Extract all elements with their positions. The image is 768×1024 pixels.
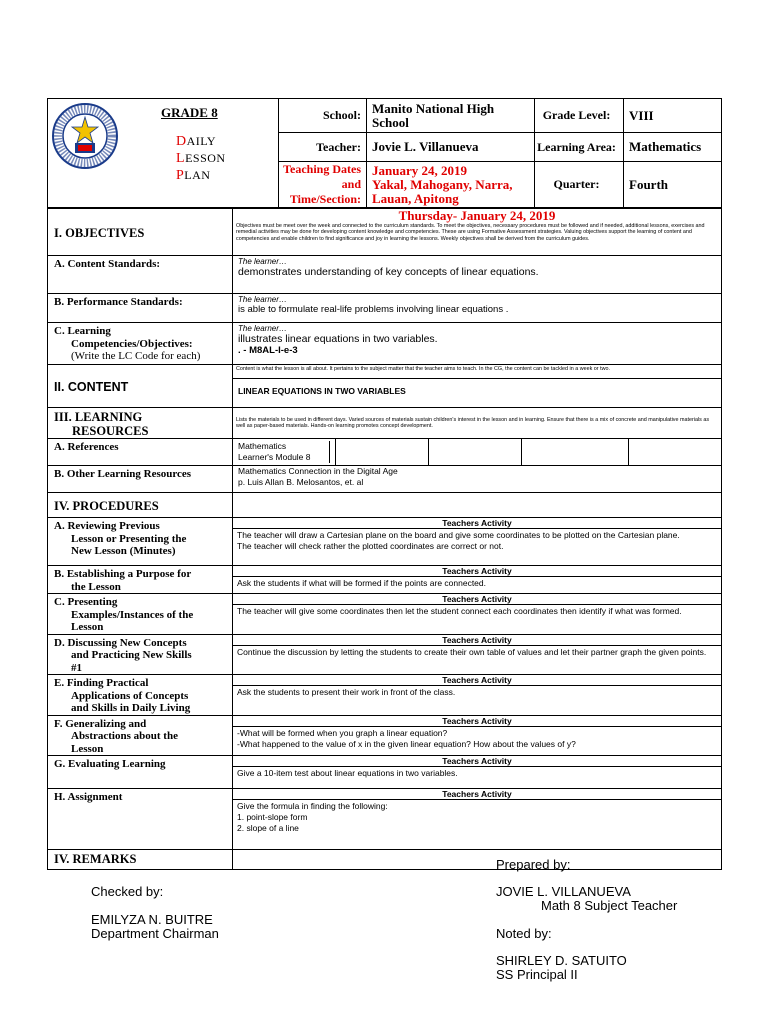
preparer-name: JOVIE L. VILLANUEVA	[496, 884, 631, 899]
daily-lesson-plan-title: DAILY LESSON PLAN	[176, 134, 226, 183]
remarks-cell	[233, 850, 722, 870]
teaching-dates-value: January 24, 2019 Yakal, Mahogany, Narra, Lauan, Apitong	[367, 162, 535, 208]
procedure-label-c: C. Presenting Examples/Instances of the Lesson	[48, 594, 233, 635]
procedure-activity-b: Teachers Activity Ask the students if what will be formed if the points are connected.	[233, 566, 722, 594]
noter-name: SHIRLEY D. SATUITO	[496, 953, 627, 968]
procedure-label-e: E. Finding Practical Applications of Concepts and Skills in Daily Living	[48, 675, 233, 716]
checked-by-label: Checked by:	[91, 884, 164, 899]
procedure-activity-h: Teachers Activity Give the formula in finding the following: 1. point-slope form 2. slope of a line	[233, 789, 722, 850]
content-cell	[233, 365, 722, 408]
references-label: A. References	[48, 439, 233, 466]
grade-level-label: Grade Level:	[535, 99, 624, 133]
teachers-activity-header: Teachers Activity	[233, 518, 721, 529]
procedures-heading: IV. PROCEDURES	[48, 493, 233, 518]
teacher-value: Jovie L. Villanueva	[367, 133, 535, 162]
grade-title: GRADE 8	[161, 105, 218, 120]
school-label: School:	[279, 99, 367, 133]
checker-title: Department Chairman	[91, 926, 219, 941]
procedure-label-f: F. Generalizing and Abstractions about the Lesson	[48, 715, 233, 756]
procedures-blank-cell	[233, 493, 722, 518]
resources-note: Lists the materials to be used in different days. Varied sources of materials sustain children's interest in the lesson and in learning. Ensure that there is a mix of concrete and manipulative materials as well as paper-based materials. Hands-on learning promotes concept development.	[236, 416, 710, 429]
preparer-title: Math 8 Subject Teacher	[541, 898, 678, 913]
content-standards-cell	[233, 256, 722, 294]
procedure-activity-f: Teachers Activity -What will be formed when you graph a linear equation? -What happened to the value of x in the given linear equation? How about the values of y?	[233, 715, 722, 756]
teachers-activity-header: Teachers Activity	[233, 789, 721, 800]
lc-code: . - M8AL-I-e-3	[238, 345, 298, 356]
teachers-activity-header: Teachers Activity	[233, 716, 721, 727]
day-heading: Thursday- January 24, 2019	[398, 208, 556, 223]
procedure-label-a: A. Reviewing Previous Lesson or Presenting the New Lesson (Minutes)	[48, 518, 233, 566]
learner-label: The learner…	[238, 324, 287, 333]
procedure-activity-a: Teachers Activity The teacher will draw a Cartesian plane on the board and give some coordinates to be plotted on the Cartesian plane. The teacher will check rather the plotted coordinates are correct or not.	[233, 518, 722, 566]
performance-standards-cell	[233, 294, 722, 323]
other-resources-cell: Mathematics Connection in the Digital Age p. Luis Allan B. Melosantos, et. al	[233, 466, 722, 493]
teachers-activity-header: Teachers Activity	[233, 566, 721, 577]
procedure-activity-c: Teachers Activity The teacher will give some coordinates then let the student connect each coordinates then identify if what was formed.	[233, 594, 722, 635]
procedure-label-b: B. Establishing a Purpose for the Lesson	[48, 566, 233, 594]
learner-label: The learner…	[238, 257, 287, 266]
content-topic: LINEAR EQUATIONS IN TWO VARIABLES	[238, 386, 406, 396]
teachers-activity-header: Teachers Activity	[233, 675, 721, 686]
procedure-activity-d: Teachers Activity Continue the discussion by letting the students to create their own table of values and let their partner graph the given points.	[233, 634, 722, 675]
lesson-grid	[47, 208, 722, 870]
objectives-note: Objectives must be meet over the week and connected to the curriculum standards. To meet the objectives, necessary procedures must be followed and if needed, additional lessons, exercises and remedial activities may be done for developing content knowledge and competencies. These are using Formative Assessment strategies. Valuing objectives support the learning of content and competencies and enable children to find significance and joy in learning the lessons. Weekly objectives shall be derived from the curriculum guides.	[236, 223, 705, 242]
objectives-heading: I. OBJECTIVES	[48, 209, 233, 256]
header-table	[47, 98, 722, 208]
teaching-dates-label: Teaching Dates and Time/Section:	[279, 162, 367, 208]
learning-area-label: Learning Area:	[535, 133, 624, 162]
quarter-label: Quarter:	[535, 162, 624, 208]
teacher-label: Teacher:	[279, 133, 367, 162]
procedure-label-d: D. Discussing New Concepts and Practicing New Skills #1	[48, 634, 233, 675]
references-cell	[233, 439, 722, 466]
teachers-activity-header: Teachers Activity	[233, 756, 721, 767]
objectives-cell	[233, 209, 722, 256]
teachers-activity-header: Teachers Activity	[233, 594, 721, 605]
content-note: Content is what the lesson is all about. It pertains to the subject matter that the teacher aims to teach. In the CG, the content can be tackled in a week or two.	[233, 365, 721, 379]
checker-name: EMILYZA N. BUITRE	[91, 912, 213, 927]
procedure-label-g: G. Evaluating Learning	[48, 756, 233, 789]
content-standards-label: A. Content Standards:	[48, 256, 233, 294]
performance-standards-label: B. Performance Standards:	[48, 294, 233, 323]
procedure-label-h: H. Assignment	[48, 789, 233, 850]
school-value: Manito National High School	[367, 99, 535, 133]
resources-heading: III. LEARNING RESOURCES	[48, 408, 233, 439]
procedure-activity-g: Teachers Activity Give a 10-item test about linear equations in two variables.	[233, 756, 722, 789]
other-resources-label: B. Other Learning Resources	[48, 466, 233, 493]
content-standards-text: demonstrates understanding of key concepts of linear equations.	[238, 266, 539, 278]
competencies-text: illustrates linear equations in two variables.	[238, 333, 438, 345]
deped-seal-icon	[52, 103, 118, 169]
content-heading: II. CONTENT	[48, 365, 233, 408]
competencies-cell	[233, 323, 722, 365]
learning-area-value: Mathematics	[624, 133, 722, 162]
resources-cell	[233, 408, 722, 439]
performance-standards-text: is able to formulate real-life problems involving linear equations .	[238, 304, 509, 315]
remarks-heading: IV. REMARKS	[48, 850, 233, 870]
reference-text: Mathematics Learner's Module 8	[233, 439, 336, 465]
learner-label: The learner…	[238, 295, 287, 304]
procedure-activity-e: Teachers Activity Ask the students to present their work in front of the class.	[233, 675, 722, 716]
noter-title: SS Principal II	[496, 967, 578, 982]
teachers-activity-header: Teachers Activity	[233, 635, 721, 646]
noted-by-label: Noted by:	[496, 926, 552, 941]
header-logo-cell	[48, 99, 279, 208]
competencies-label: C. Learning Competencies/Objectives: (Write the LC Code for each)	[48, 323, 233, 365]
grade-level-value: VIII	[624, 99, 722, 133]
quarter-value: Fourth	[624, 162, 722, 208]
prepared-by-label: Prepared by:	[496, 857, 571, 872]
